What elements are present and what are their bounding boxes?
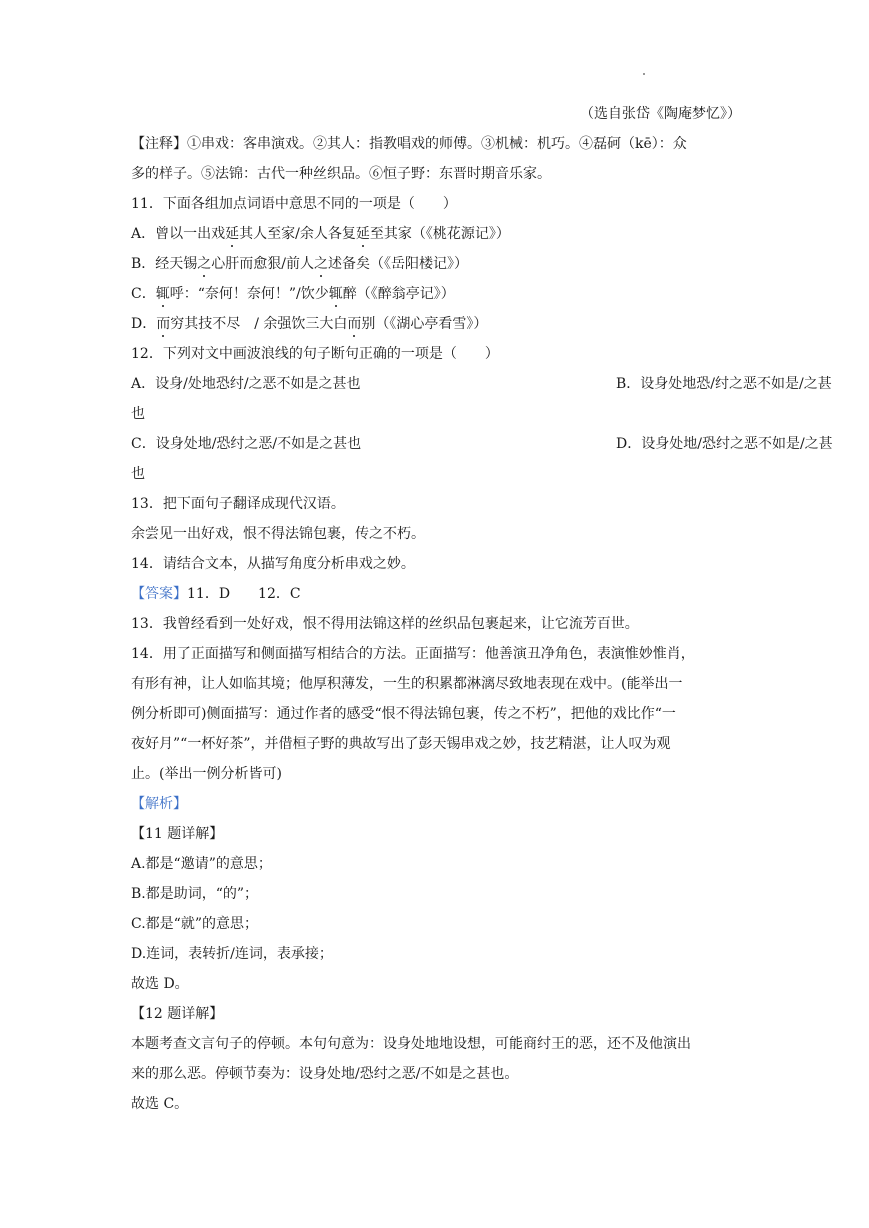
- q12-row-cd: [131, 435, 833, 453]
- dotted-word: 延: [355, 226, 370, 242]
- q12-option-d-cont: 也: [131, 466, 145, 482]
- notes-line-2: 多的样子。⑤法锦：古代一种丝织品。⑥恒子野：东晋时期音乐家。: [131, 166, 551, 182]
- q14-stem: 14．请结合文本，从描写角度分析串戏之妙。: [131, 556, 415, 572]
- q12-option-d: D．设身处地/恐纣之恶不如是/之甚: [616, 436, 833, 452]
- analysis-label: 【解析】: [131, 796, 187, 812]
- analysis-12-line-1: 本题考查文言句子的停顿。本句句意为：设身处地地设想，可能商纣王的恶，还不及他演出: [131, 1036, 691, 1052]
- dotted-word: 辄: [155, 286, 170, 302]
- q12-option-b: B．设身处地恐/纣之恶不如是/之甚: [616, 376, 832, 392]
- q11-stem: 11．下面各组加点词语中意思不同的一项是（ ）: [131, 196, 457, 212]
- q12-stem: 12．下列对文中画波浪线的句子断句正确的一项是（ ）: [131, 346, 499, 362]
- analysis-12-line-2: 来的那么恶。停顿节奏为：设身处地/恐纣之恶/不如是之甚也。: [131, 1066, 519, 1082]
- answer-label: 【答案】: [131, 586, 187, 602]
- q11-option-d: D．而穷其技不尽 / 余强饮三大白而别（《湖心亭看雪》）: [131, 316, 488, 332]
- analysis-12-heading: 【12 题详解】: [131, 1006, 224, 1022]
- q12-option-b-cont: 也: [131, 406, 145, 422]
- answer-13: 13．我曾经看到一处好戏，恨不得用法锦这样的丝织品包裹起来，让它流芳百世。: [131, 616, 639, 632]
- analysis-11-conclusion: 故选 D。: [131, 976, 189, 992]
- dotted-word: 之: [314, 256, 329, 272]
- q12-option-c: C．设身处地/恐纣之恶/不如是之甚也: [131, 436, 362, 452]
- analysis-11-b: B.都是助词，“的”；: [131, 886, 259, 902]
- q12-row-ab: [131, 375, 832, 393]
- q13-stem: 13．把下面句子翻译成现代汉语。: [131, 496, 345, 512]
- notes-label: 【注释】: [131, 136, 187, 152]
- dotted-word: 之: [197, 256, 212, 272]
- notes-line-1: 【注释】①串戏：客串演戏。②其人：指教唱戏的师傅。③机械：机巧。④磊砢（kē）：众: [131, 136, 687, 152]
- analysis-11-heading: 【11 题详解】: [131, 826, 224, 842]
- q12-option-a: A．设身/处地恐纣/之恶不如是之甚也: [131, 376, 361, 392]
- answer-14-line-5: 止。(举出一例分析皆可): [131, 766, 282, 782]
- answer-14-line-1: 14．用了正面描写和侧面描写相结合的方法。正面描写：他善演丑净角色，表演惟妙惟肖，: [131, 646, 695, 662]
- q11-option-c: C．辄呼：“奈何！奈何！”/饮少辄醉（《醉翁亭记》）: [131, 286, 455, 302]
- analysis-11-c: C.都是“就”的意思；: [131, 916, 258, 932]
- dotted-word: 辄: [328, 286, 343, 302]
- analysis-11-d: D.连词，表转折/连词，表承接；: [131, 946, 333, 962]
- dotted-word: 而: [347, 316, 362, 332]
- page-dot-mark: [643, 73, 645, 75]
- analysis-12-conclusion: 故选 C。: [131, 1096, 189, 1112]
- analysis-11-a: A.都是“邀请”的意思；: [131, 856, 272, 872]
- q11-option-a: A．曾以一出戏延其人至家/余人各复延至其家（《桃花源记》）: [131, 226, 510, 242]
- q13-sentence: 余尝见一出好戏，恨不得法锦包裹，传之不朽。: [131, 526, 425, 542]
- source-citation: （选自张岱《陶庵梦忆》）: [580, 106, 741, 122]
- answer-choices: 【答案】11．D 12．C: [131, 586, 301, 602]
- dotted-word: 而: [156, 316, 171, 332]
- answer-14-line-3: 例分析即可)侧面描写：通过作者的感受“恨不得法锦包裹，传之不朽”，把他的戏比作“一: [131, 706, 676, 722]
- answer-14-line-2: 有形有神，让人如临其境；他厚积薄发，一生的积累都淋漓尽致地表现在戏中。(能举出一: [131, 676, 683, 692]
- answer-14-line-4: 夜好月”“一杯好茶”，并借桓子野的典故写出了彭天锡串戏之妙，技艺精湛，让人叹为观: [131, 736, 671, 752]
- dotted-word: 延: [225, 226, 240, 242]
- q11-option-b: B．经天锡之心肝而愈狠/前人之述备矣（《岳阳楼记》）: [131, 256, 469, 272]
